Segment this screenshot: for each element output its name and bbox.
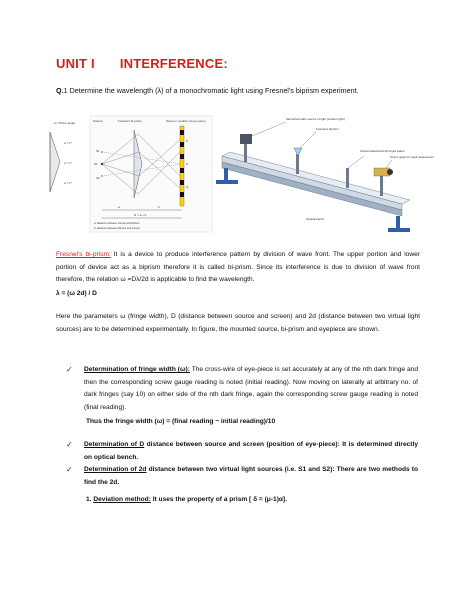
side-label-p: P: [186, 139, 189, 143]
dim-b: b: [158, 205, 160, 209]
optical-bench-figure: [216, 117, 434, 232]
unit-label: UNIT I: [56, 56, 95, 71]
bullet1-lead: Determination of fringe width (ω):: [84, 366, 190, 373]
bullet3-lead: Determination of 2d: [84, 466, 147, 473]
dim-note-b: b: distance between biprism and screen: [94, 227, 140, 230]
bench-label-scale: Vertical scale/Horizontal fringes pattern: [360, 150, 405, 153]
dim-a: a: [118, 205, 120, 209]
prism-label-2: α = 1°: [64, 161, 73, 165]
screen-label: Screen / position of eye-piece: [166, 119, 206, 123]
side-label-o: O: [186, 162, 189, 166]
prism-label-1: α = 1°: [64, 141, 73, 145]
bullet3-text: distance between two virtual light sources (i.e. S1 and S2): There are two methods to find the 2d.: [84, 466, 419, 486]
thus-text: Thus the fringe width (ω) = (final reading ~ initial reading)/10: [86, 418, 276, 425]
bullet2-text: distance between source and screen (position of eye-piece): It is determined directly on optical bench.: [84, 441, 418, 461]
prism-label-3: α = 1°: [64, 181, 73, 185]
bench-label-gauge: Screen gauge for visual measurement: [390, 156, 434, 159]
bullet-distance-d: [66, 439, 418, 464]
side-label-s1: S1: [96, 149, 100, 153]
formula-line: [56, 288, 420, 301]
figures: [46, 112, 434, 237]
check-icon: ✓: [66, 440, 73, 449]
method1-lead: Deviation method:: [93, 496, 151, 503]
question-line: [56, 86, 359, 95]
dim-d: D = a + b: [134, 213, 147, 217]
bench-label-biprism: Fresnel's biprism: [316, 127, 339, 131]
thus-line: [86, 416, 416, 429]
dim-note-a: a: distance between source and biprism: [94, 222, 140, 225]
side-label-q: Q: [186, 185, 189, 189]
biprism-paragraph: [56, 249, 420, 287]
bullet-distance-2d: [66, 464, 418, 489]
formula: λ = (ω 2d) / D: [56, 290, 97, 297]
bench-label-bench: Optical bench: [306, 217, 325, 221]
parameters-text: Here the parameters ω (fringe width), D (distance between source and screen) and 2d (distance between two virtual light sources) are to be determined experimentally. In figure, the mounted source, bi-prism and eyepiece are shown.: [56, 313, 420, 333]
method1-text: It uses the property of a prism [ δ = (μ-1)α].: [150, 496, 287, 503]
check-icon: ✓: [66, 465, 73, 474]
bullet-fringe-width: [66, 364, 418, 414]
prism-label-0: α = Prism angle: [54, 121, 75, 125]
biprism-text: It is a device to produce interference pattern by division of wave front. The upper portion and lower portion of device act as a biprism therefore it is called bi-prism. Since its interference is due to division of wave front therefore, the relation ω =Dλ/2d is applicable to find the wavelength.: [56, 251, 421, 283]
biprism-label: Fresnel's bi-prism: [118, 119, 142, 123]
question-label: Q.: [56, 86, 64, 95]
method1-line: [86, 494, 416, 507]
parameters-paragraph: [56, 311, 420, 336]
bullet1-text: The cross-wire of eye-piece is set accurately at any of the nth dark fringe and then the corresponding screw gauge reading is noted (initial reading). Now moving on laterally at arbitrary no. of dark fringes (say 10) on either side of the nth dark fringe, again the corresponding screw gauge reading is noted (final reading).: [84, 366, 418, 411]
bench-label-source: Monochromatic source of light (sodium light): [286, 117, 345, 121]
ray-diagram: [90, 116, 212, 232]
side-label-s2: S2: [96, 176, 100, 180]
biprism-lead: Fresnel's bi-prism:: [56, 251, 111, 258]
check-icon: ✓: [66, 365, 73, 374]
topic-label: INTERFERENCE:: [119, 56, 228, 71]
bullet2-lead: Determination of D: [84, 441, 145, 448]
unit-heading: [56, 56, 228, 71]
question-text: 1 Determine the wavelength (λ) of a monochromatic light using Fresnel's biprism experiment.: [63, 86, 359, 95]
method1-num: 1.: [86, 496, 94, 503]
source-label: Source: [93, 119, 103, 123]
side-label-2d: 2d: [94, 162, 98, 166]
prism-figure: [50, 121, 75, 192]
